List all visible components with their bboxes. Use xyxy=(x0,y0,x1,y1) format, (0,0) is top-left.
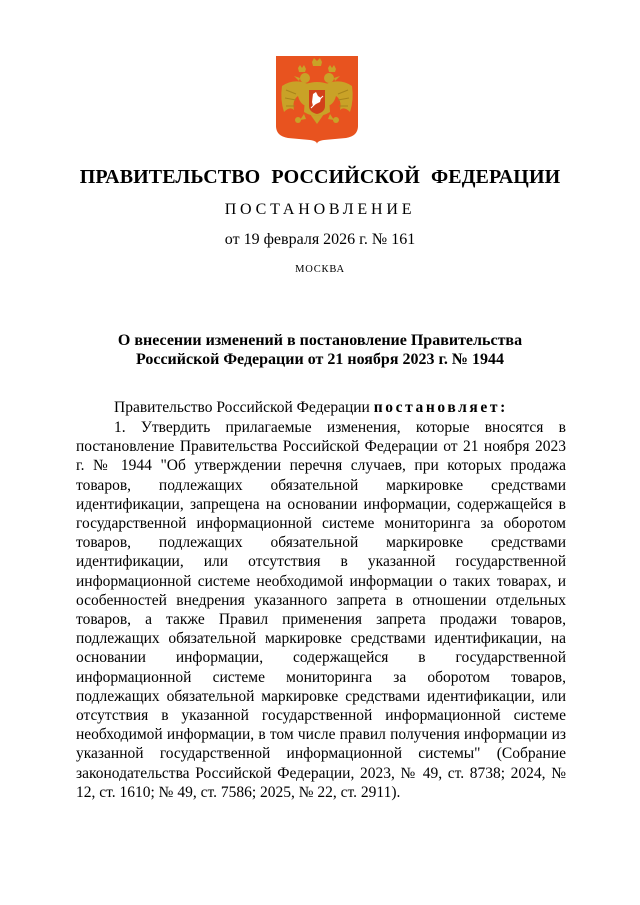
document-heading xyxy=(80,331,560,369)
document-heading-line2: Российской Федерации от 21 ноября 2023 г. № 1944 xyxy=(135,351,505,368)
intro-paragraph xyxy=(76,398,566,417)
document-city: МОСКВА xyxy=(295,264,345,275)
coat-of-arms-icon xyxy=(276,56,358,144)
paragraph-1: 1. Утвердить прилагаемые изменения, которые вносятся в постановление Правительства Российской Федерации от 21 ноября 2023 г. № 1944 "Об утверждении перечня случаев, при которых продажа товаров, подлежащих обязательной маркировке средствами идентификации, запрещена на основании информации, содержащейся в государственной информационной системе мониторинга за оборотом товаров, подлежащих обязательной маркировке средствами идентификации, или отсутствия в указанной государственной информационной системе необходимой информации о таких товарах, и особенностей внедрения указанного запрета в отношении отдельных товаров, а также Правил применения запрета продажи товаров, подлежащих обязательной маркировке средствами идентификации, на основании информации, содержащейся в государственной информационной системе мониторинга за оборотом товаров, подлежащих обязательной маркировке средствами идентификации, или отсутствия в указанной государственной информационной системе необходимой информации, в том числе правил получения информации из указанной государственной информационной системы" (Собрание законодательства Российской Федерации, 2023, № 49, ст. 8738; 2024, № 12, ст. 1610; № 49, ст. 7586; 2025, № 22, ст. 2911). xyxy=(76,419,566,801)
document-date-number: от 19 февраля 2026 г. № 161 xyxy=(224,231,416,248)
decree-word: постановляет: xyxy=(373,399,508,416)
intro-text: Правительство Российской Федерации xyxy=(114,399,374,416)
government-title: ПРАВИТЕЛЬСТВО РОССИЙСКОЙ ФЕДЕРАЦИИ xyxy=(79,166,561,188)
document-type: ПОСТАНОВЛЕНИЕ xyxy=(224,201,416,218)
document-heading-line1: О внесении изменений в постановление Правительства xyxy=(117,332,523,349)
